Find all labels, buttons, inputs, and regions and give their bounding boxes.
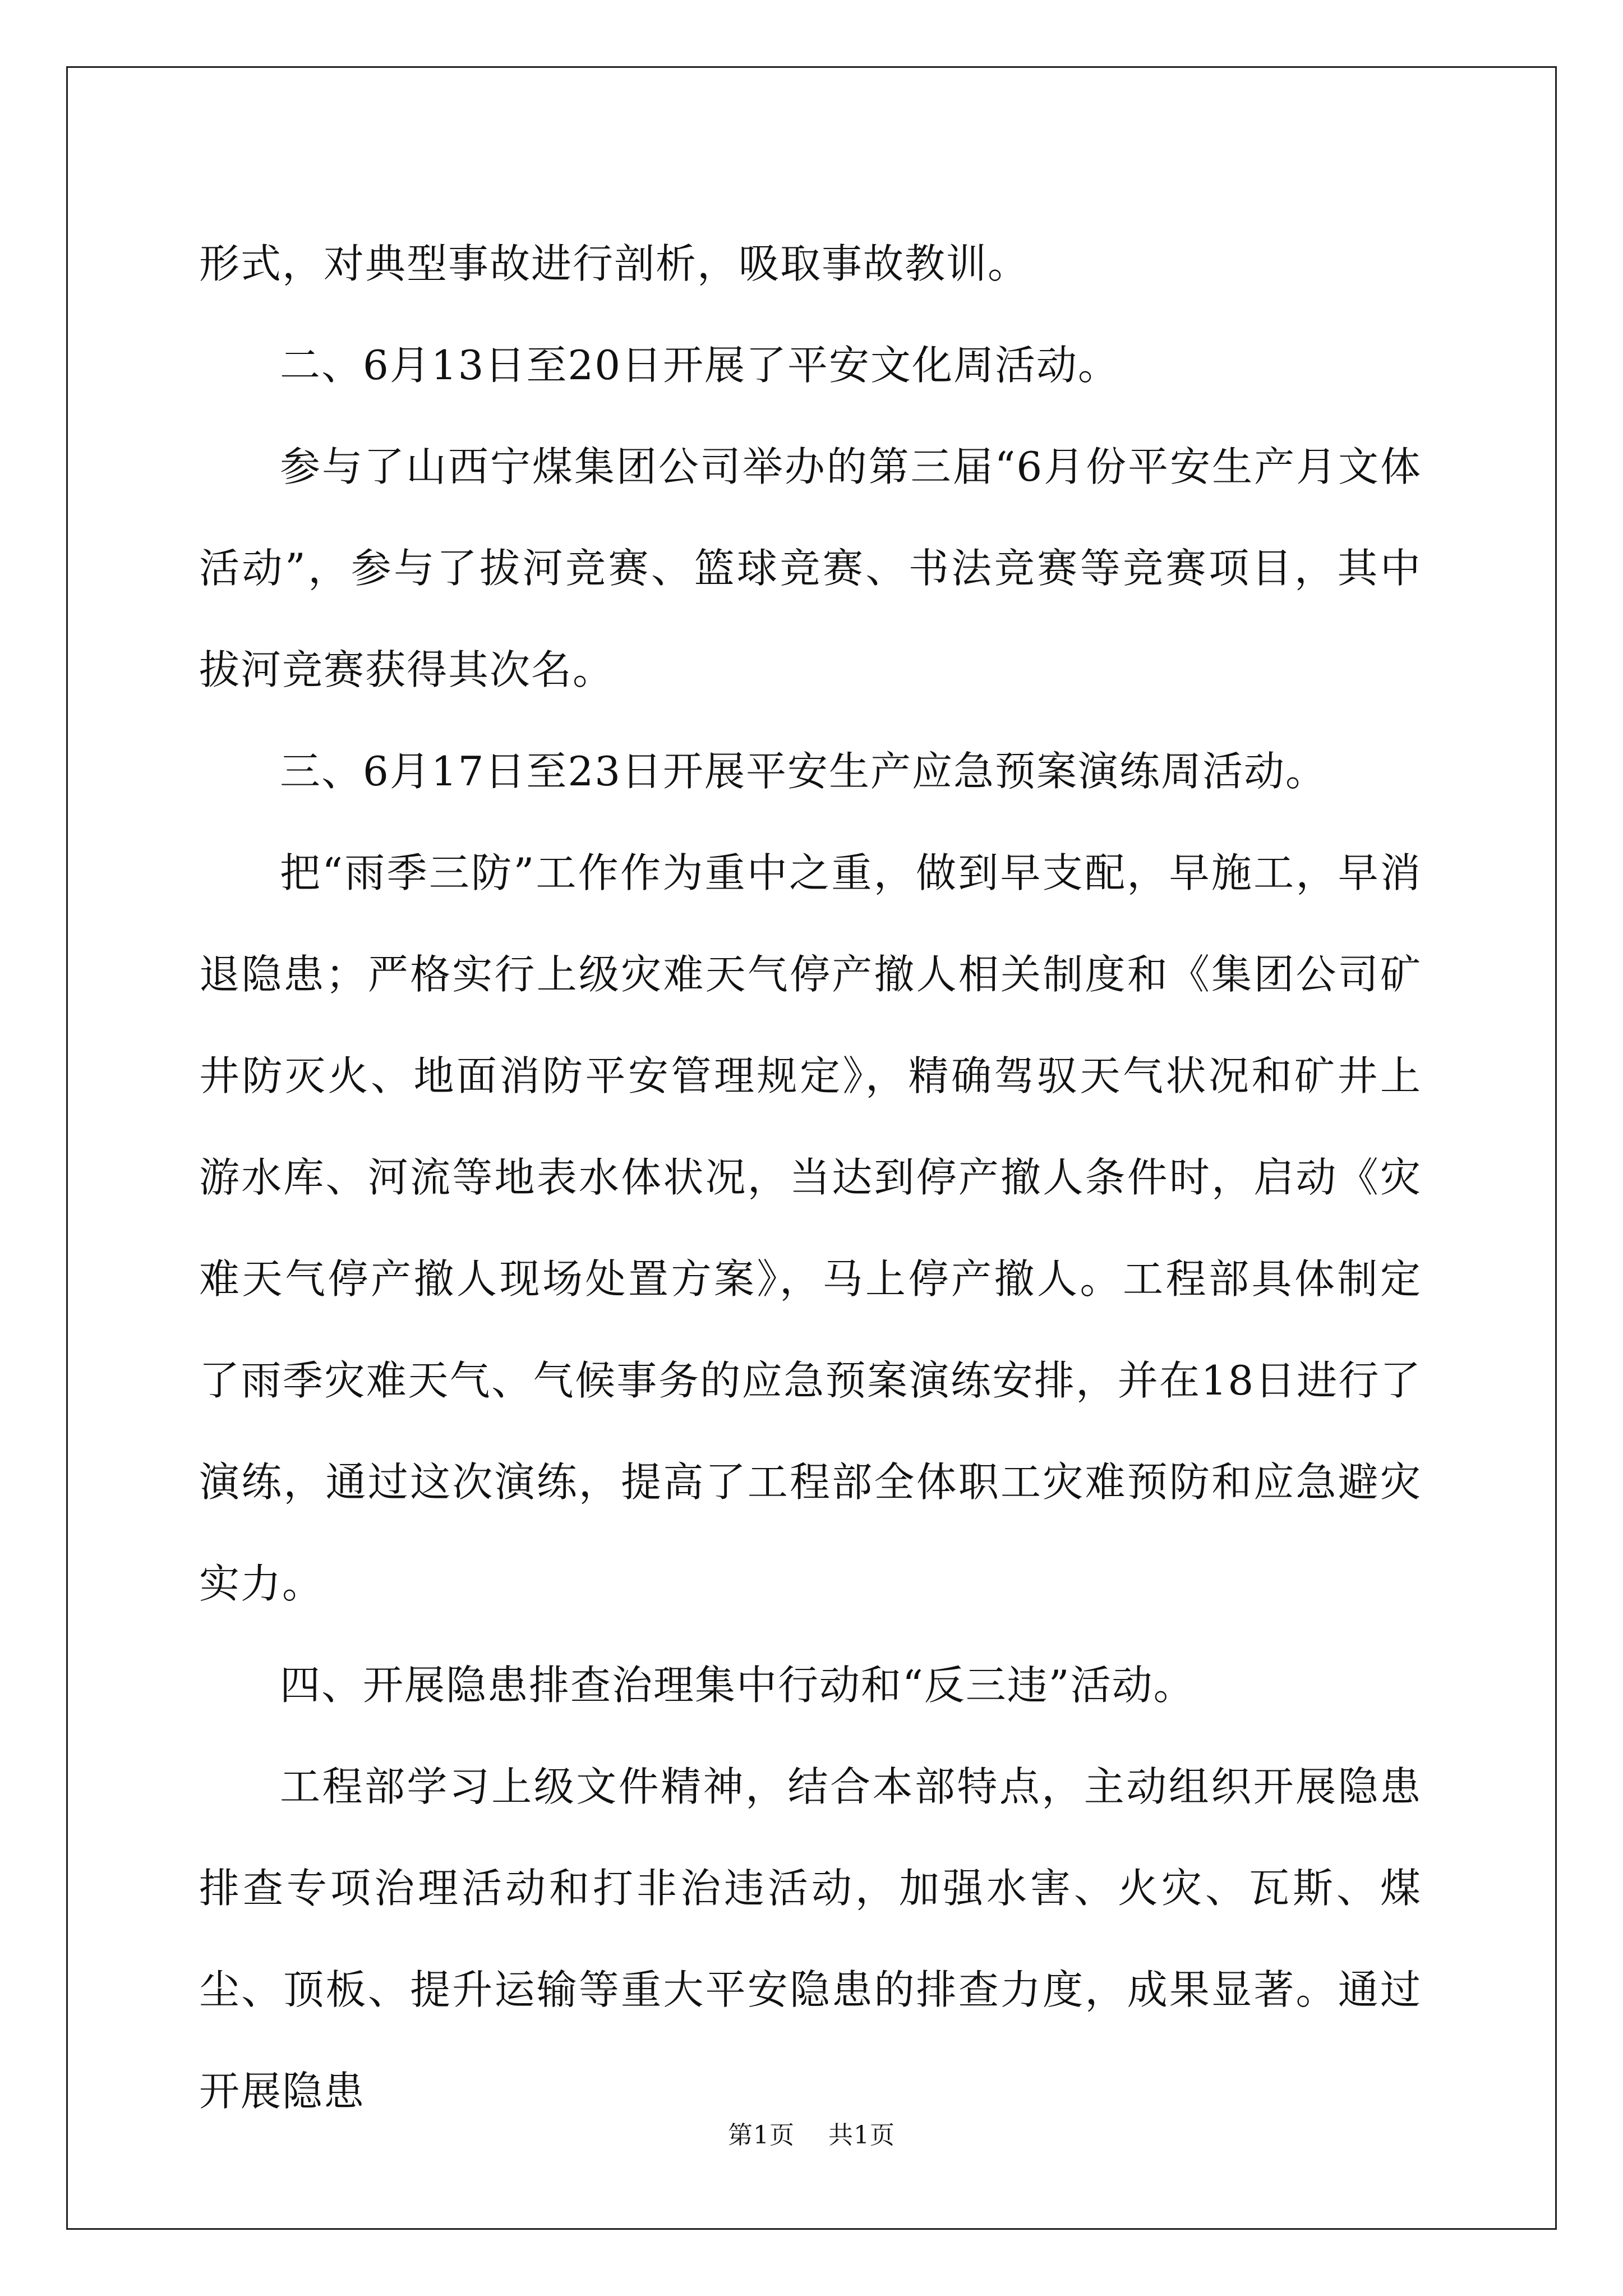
paragraph-1: 形式，对典型事故进行剖析，吸取事故教训。 xyxy=(199,240,1030,287)
paragraph-5: 把“雨季三防”工作作为重中之重，做到早支配，早施工，早消退隐患；严格实行上级灾难天气停产撤人相关制度和《集团公司矿井防灭火、地面消防平安管理规定》，精确驾驭天气状况和矿井上游水库、河流等地表水体状况，当达到停产撤人条件时，启动《灾难天气停产撤人现场处置方案》，马上停产撤人。工程部具体制定了雨季灾难天气、气候事务的应急预案演练安排，并在18日进行了演练，通过这次演练，提高了工程部全体职工灾难预防和应急避灾实力。 xyxy=(199,849,1422,1607)
page-footer xyxy=(0,2115,1623,2151)
paragraph-2: 二、6月13日至20日开展了平安文化周活动。 xyxy=(280,342,1120,389)
paragraph-6: 四、开展隐患排查治理集中行动和“反三违”活动。 xyxy=(280,1662,1195,1709)
page-total: 共1页 xyxy=(828,2121,895,2150)
paragraph-7: 工程部学习上级文件精神，结合本部特点，主动组织开展隐患排查专项治理活动和打非治违活动，加强水害、火灾、瓦斯、煤尘、顶板、提升运输等重大平安隐患的排查力度，成果显著。通过开展隐患 xyxy=(199,1763,1422,2115)
page-number: 第1页 xyxy=(728,2121,795,2150)
paragraph-4: 三、6月17日至23日开展平安生产应急预案演练周活动。 xyxy=(280,748,1327,795)
paragraph-3: 参与了山西宁煤集团公司举办的第三届“6月份平安生产月文体活动”，参与了拔河竞赛、篮球竞赛、书法竞赛等竞赛项目，其中拔河竞赛获得其次名。 xyxy=(199,443,1422,693)
document-body xyxy=(199,213,1422,2142)
